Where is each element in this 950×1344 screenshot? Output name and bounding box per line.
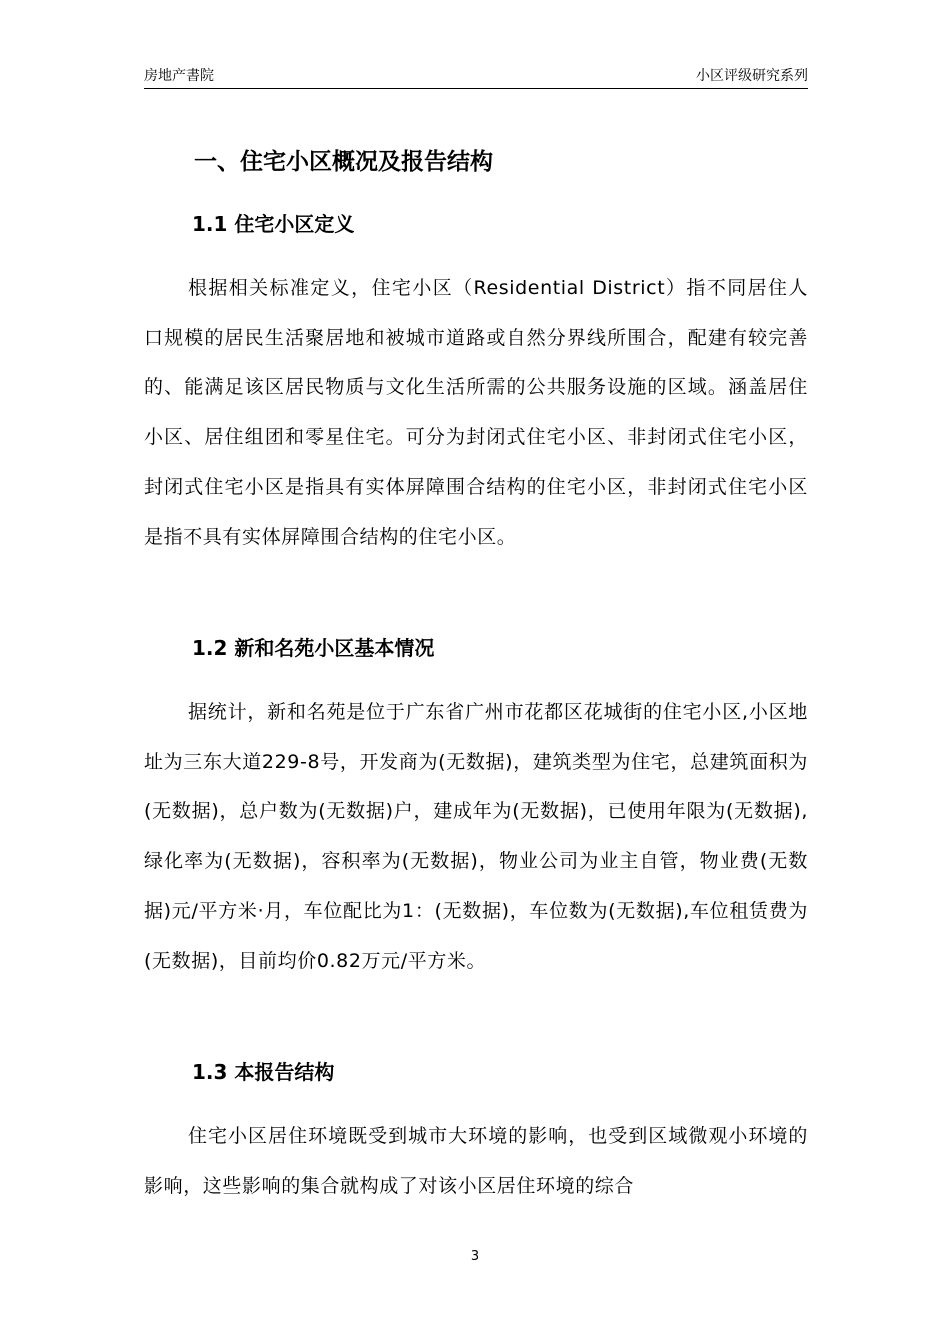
- section-title-1-3: 1.3 本报告结构: [192, 1060, 335, 1084]
- page-header: [144, 66, 808, 89]
- section-paragraph-1-3: 住宅小区居住环境既受到城市大环境的影响，也受到区域微观小环境的影响，这些影响的集合就构成了对该小区居住环境的综合: [144, 1125, 808, 1197]
- section-title-1-2: 1.2 新和名苑小区基本情况: [192, 636, 435, 660]
- section-paragraph-1-1: 根据相关标准定义，住宅小区（Residential District）指不同居住人口规模的居民生活聚居地和被城市道路或自然分界线所围合，配建有较完善的、能满足该区居民物质与文化生活所需的公共服务设施的区域。涵盖居住小区、居住组团和零星住宅。可分为封闭式住宅小区、非封闭式住宅小区，封闭式住宅小区是指具有实体屏障围合结构的住宅小区，非封闭式住宅小区是指不具有实体屏障围合结构的住宅小区。: [144, 277, 808, 548]
- header-series-title: 小区评级研究系列: [696, 68, 808, 84]
- page-number: 3: [470, 1249, 480, 1264]
- header-publisher: 房地产書院: [144, 68, 214, 84]
- chapter-title: 一、住宅小区概况及报告结构: [194, 149, 493, 175]
- section-title-1-1: 1.1 住宅小区定义: [192, 212, 355, 236]
- section-paragraph-1-2: 据统计，新和名苑是位于广东省广州市花都区花城街的住宅小区,小区地址为三东大道229-8号，开发商为(无数据)，建筑类型为住宅，总建筑面积为(无数据)，总户数为(无数据)户，建成年为(无数据)，已使用年限为(无数据),绿化率为(无数据)，容积率为(无数据)，物业公司为业主自管，物业费(无数据)元/平方米·月，车位配比为1：(无数据)，车位数为(无数据),车位租赁费为(无数据)，目前均价0.82万元/平方米。: [144, 701, 808, 972]
